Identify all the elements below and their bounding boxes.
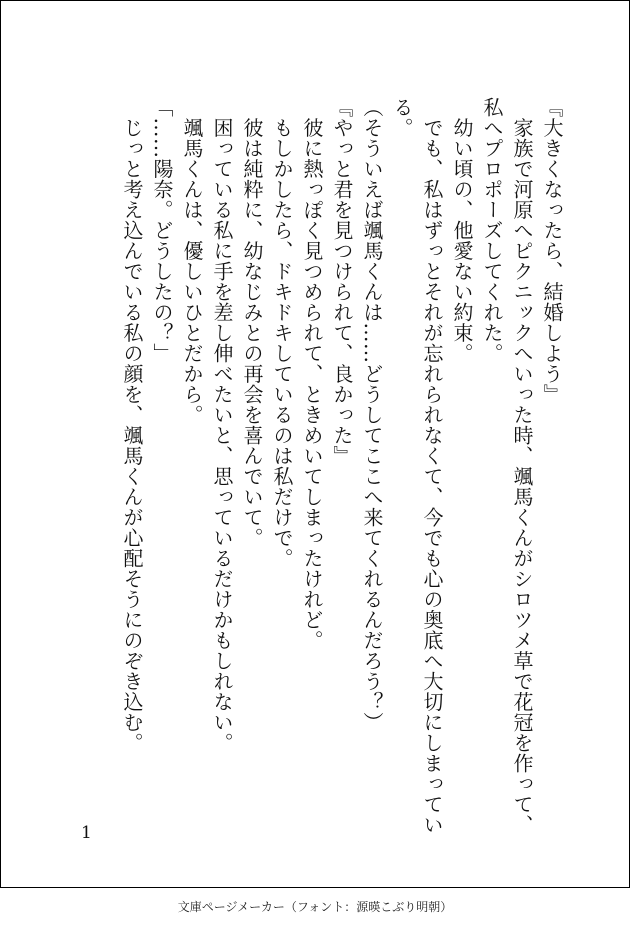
footer-caption: 文庫ページメーカー（フォント：源暎こぶり明朝）: [177, 900, 453, 914]
text-line: 彼に熱っぽく見つめられて、ときめいてしまったけれど。: [300, 97, 324, 651]
text-line: 幼い頃の、他愛ない約束。: [450, 97, 474, 364]
text-line: 彼は純粋に、幼なじみとの再会を喜んでいて。: [240, 97, 264, 548]
text-line: 家族で河原へピクニックへいった時、颯馬くんがシロツメ草で花冠を作って、: [510, 97, 534, 835]
text-line: もしかしたら、ドキドキしているのは私だけで。: [270, 97, 294, 569]
text-line: 『大きくなったら、結婚しよう』: [540, 97, 564, 405]
text-line: じっと考え込んでいる私の顔を、颯馬くんが心配そうにのぞき込む。: [120, 97, 144, 753]
text-line: 颯馬くんは、優しいひとだから。: [180, 97, 204, 425]
text-line: でも、私はずっとそれが忘れられなくて、今でも心の奥底へ大切にしまってい: [420, 97, 444, 835]
text-line: 『やっと君を見つけられて、良かった』: [330, 97, 354, 466]
page-number: 1: [81, 823, 92, 843]
text-line: 困っている私に手を差し伸べたいと、思っているだけかもしれない。: [210, 97, 234, 753]
text-line: （そういえば颯馬くんは……どうしてここへ来てくれるんだろう？）: [360, 97, 384, 733]
text-line: 「……陽奈。どうしたの？」: [150, 97, 174, 364]
vertical-text-body: [117, 97, 567, 835]
text-line: る。: [390, 97, 414, 138]
text-line: 私へプロポーズしてくれた。: [480, 97, 504, 364]
